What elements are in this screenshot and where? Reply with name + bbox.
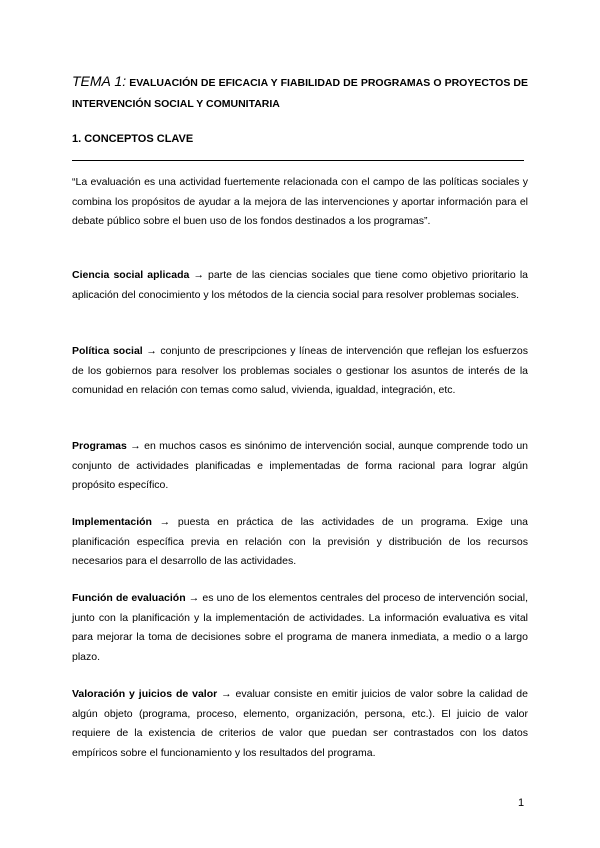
section-heading: 1. CONCEPTOS CLAVE [72, 133, 194, 145]
intro-quote: “La evaluación es una actividad fuertemente relacionada con el campo de las políticas sociales y combina los propósitos de ayudar a la mejora de las intervenciones y aportar información para el debate público sobre el buen uso de los fondos destinados a los programas”. [72, 176, 528, 227]
concept-definition: → puesta en práctica de las actividades de un programa. Exige una planificación específica previa en relación con la previsión y distribución de los recursos necesarios para el desarrollo de las actividades. [72, 516, 528, 567]
concept-definition: → en muchos casos es sinónimo de intervención social, aunque comprende todo un conjunto de actividades planificadas e implementadas de forma racional para lograr algún propósito específico. [72, 440, 528, 491]
concept-funcion-de-evaluacion [72, 589, 528, 667]
concept-term: Valoración y juicios de valor [72, 688, 218, 700]
concept-term: Programas [72, 440, 127, 452]
concept-ciencia-social-aplicada [72, 266, 528, 305]
title-text: EVALUACIÓN DE EFICACIA Y FIABILIDAD DE PROGRAMAS O PROYECTOS DE INTERVENCIÓN SOCIAL Y COMUNITARIA [72, 77, 528, 110]
document-title [72, 71, 528, 115]
concept-valoracion-juicios [72, 685, 528, 763]
concept-definition: → evaluar consiste en emitir juicios de valor sobre la calidad de algún objeto (programa, proceso, elemento, organización, persona, etc.). El juicio de valor requiere de la existencia de criterios de valor que puedan ser contrastados con los datos empíricos sobre el funcionamiento y los resultados del programa. [72, 688, 528, 759]
concept-term: Política social [72, 345, 143, 357]
concept-term: Ciencia social aplicada [72, 269, 190, 281]
page-number: 1 [518, 797, 525, 809]
concept-programas [72, 437, 528, 496]
concept-definition: → parte de las ciencias sociales que tiene como objetivo prioritario la aplicación del conocimiento y los métodos de la ciencia social para resolver problemas sociales. [72, 269, 528, 301]
concept-implementacion [72, 513, 528, 572]
concept-term: Implementación [72, 516, 152, 528]
tema-label: TEMA 1: [72, 73, 127, 89]
section-divider [72, 160, 524, 161]
concept-definition: → conjunto de prescripciones y líneas de intervención que reflejan los esfuerzos de los gobiernos para resolver los problemas sociales o gestionar los asuntos de interés de la comunidad en relación con temas como salud, vivienda, igualdad, integración, etc. [72, 345, 529, 396]
concept-politica-social [72, 342, 528, 401]
concept-term: Función de evaluación [72, 592, 186, 604]
concept-definition: → es uno de los elementos centrales del proceso de intervención social, junto con la planificación y la implementación de actividades. La información evaluativa es vital para mejorar la toma de decisiones sobre el programa de manera inmediata, a medio o a largo plazo. [72, 592, 528, 663]
